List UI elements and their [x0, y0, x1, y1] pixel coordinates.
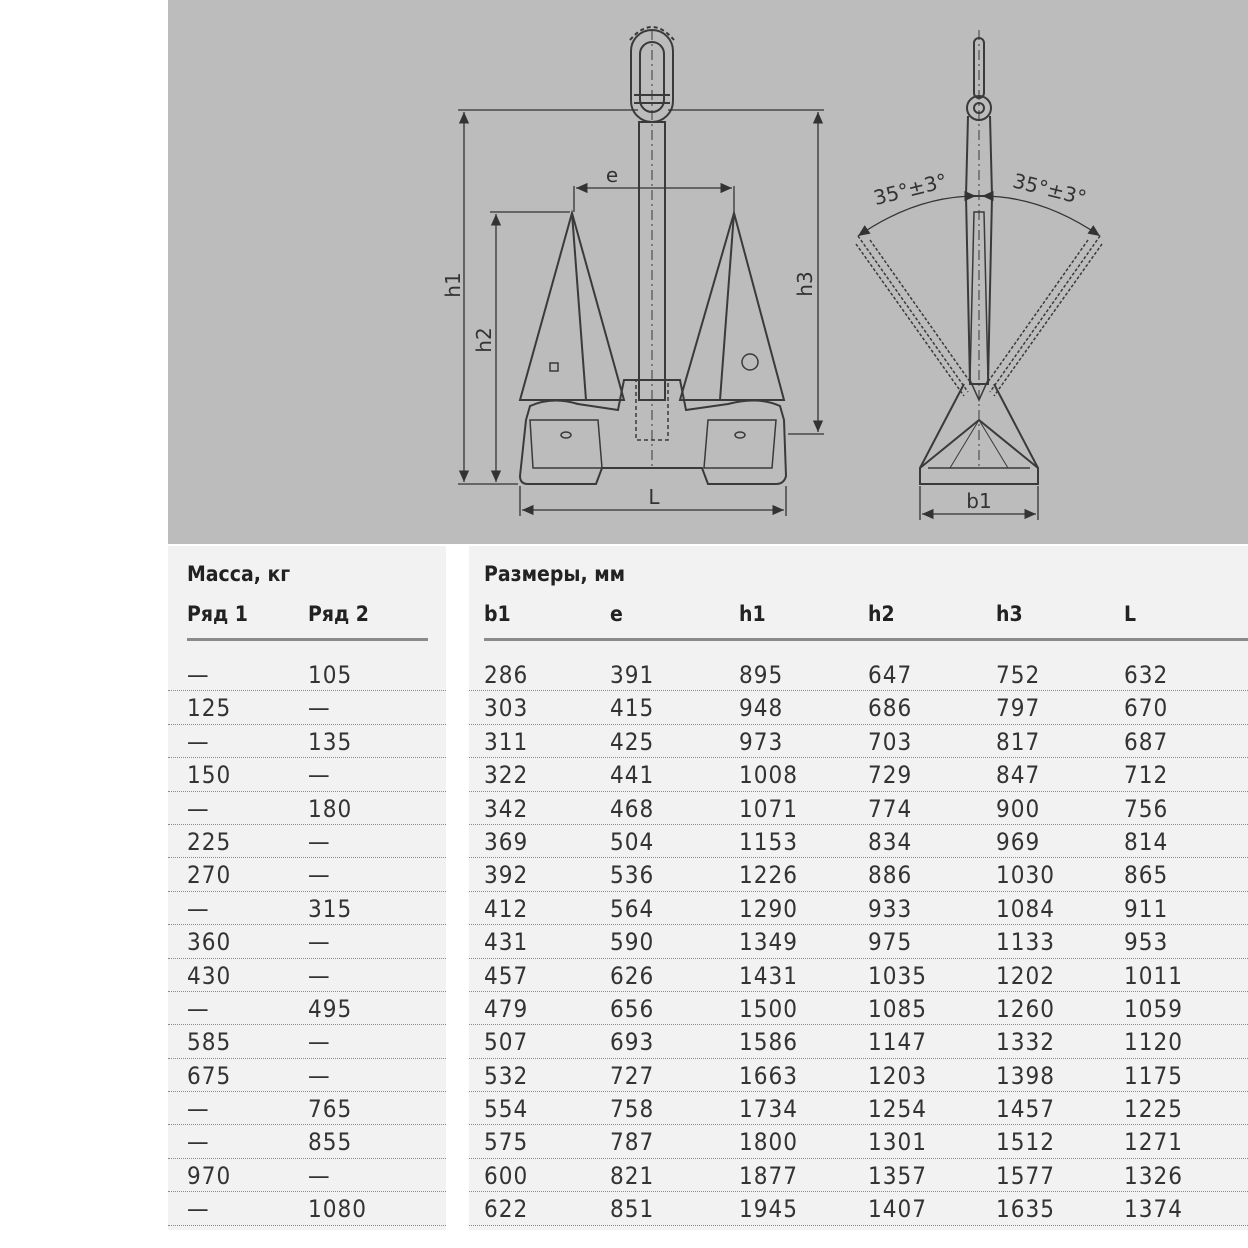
label-h1: h1 [441, 272, 465, 298]
dims-cell-h3: 1084 [996, 894, 1055, 923]
mass-table-row [168, 992, 446, 1025]
mass-table-row [168, 1192, 446, 1225]
fluke-left [520, 213, 624, 400]
dims-cell-h2: 1301 [868, 1128, 927, 1157]
dims-table-row [469, 1159, 1248, 1192]
dims-cell-L: 814 [1124, 827, 1169, 856]
dims-cell-e: 787 [610, 1128, 655, 1157]
mass-row1-cell: 970 [187, 1161, 232, 1190]
dims-cell-b1: 322 [484, 761, 529, 790]
dims-rows [469, 658, 1248, 1226]
mass-row2-cell: — [308, 861, 331, 890]
dims-cell-L: 1011 [1124, 961, 1183, 990]
dims-cell-h2: 686 [868, 694, 913, 723]
mass-table-row [168, 1092, 446, 1125]
dims-cell-b1: 431 [484, 928, 529, 957]
dims-cell-h2: 933 [868, 894, 913, 923]
mass-row2-cell: 315 [308, 894, 353, 923]
dims-cell-h1: 1734 [739, 1095, 798, 1124]
dims-cell-h3: 1202 [996, 961, 1055, 990]
dims-table-row [469, 725, 1248, 758]
mass-row1-cell: — [187, 894, 210, 923]
dims-cell-h1: 1945 [739, 1195, 798, 1224]
dims-cell-h1: 1586 [739, 1028, 798, 1057]
dims-table-row [469, 925, 1248, 958]
dims-table-row [469, 992, 1248, 1025]
mass-row2-cell: 855 [308, 1128, 353, 1157]
dims-cell-e: 536 [610, 861, 655, 890]
mass-row2-cell: — [308, 961, 331, 990]
dims-col-header-h2: h2 [868, 602, 895, 626]
mass-table-row [168, 691, 446, 724]
dims-cell-L: 1374 [1124, 1195, 1183, 1224]
mass-table-row [168, 1059, 446, 1092]
dims-cell-b1: 303 [484, 694, 529, 723]
dims-cell-h2: 886 [868, 861, 913, 890]
dims-cell-h2: 1254 [868, 1095, 927, 1124]
dims-cell-h3: 1398 [996, 1061, 1055, 1090]
mass-row1-cell: 270 [187, 861, 232, 890]
dims-table-row [469, 1192, 1248, 1225]
mass-row1-cell: — [187, 1095, 210, 1124]
dims-cell-h3: 900 [996, 794, 1041, 823]
dims-cell-h1: 1290 [739, 894, 798, 923]
mass-table-row [168, 1159, 446, 1192]
mass-row2-cell: — [308, 827, 331, 856]
dims-col-header-e: e [610, 602, 623, 626]
mass-row1-cell: 150 [187, 761, 232, 790]
dims-table-row [469, 1125, 1248, 1158]
dims-table-row [469, 792, 1248, 825]
mass-table [168, 546, 446, 1230]
mass-row1-cell: 225 [187, 827, 232, 856]
anchor-side-view [856, 30, 1102, 484]
dims-cell-b1: 369 [484, 827, 529, 856]
dims-cell-h3: 1260 [996, 994, 1055, 1023]
dims-table-row [469, 658, 1248, 691]
dims-cell-h1: 1500 [739, 994, 798, 1023]
dims-cell-b1: 311 [484, 727, 529, 756]
mass-row2-cell: — [308, 1028, 331, 1057]
dims-cell-e: 727 [610, 1061, 655, 1090]
mass-row2-cell: 765 [308, 1095, 353, 1124]
dims-cell-h1: 1663 [739, 1061, 798, 1090]
dims-cell-h1: 1071 [739, 794, 798, 823]
label-e: e [605, 163, 619, 187]
dims-cell-e: 468 [610, 794, 655, 823]
dims-table-title: Размеры, мм [484, 562, 626, 586]
dims-cell-h2: 703 [868, 727, 913, 756]
dims-cell-h2: 774 [868, 794, 913, 823]
dims-cell-h1: 1877 [739, 1161, 798, 1190]
dims-cell-b1: 507 [484, 1028, 529, 1057]
mass-row2-cell: — [308, 928, 331, 957]
dims-table-row [469, 892, 1248, 925]
mass-row2-cell: 105 [308, 661, 353, 689]
dims-table-row [469, 858, 1248, 891]
dims-cell-h2: 1357 [868, 1161, 927, 1190]
dims-cell-e: 504 [610, 827, 655, 856]
dims-cell-h2: 729 [868, 761, 913, 790]
mass-table-row [168, 892, 446, 925]
dims-cell-h3: 1457 [996, 1095, 1055, 1124]
mass-row1-cell: — [187, 1128, 210, 1157]
dims-cell-h2: 1407 [868, 1195, 927, 1224]
dims-cell-e: 391 [610, 661, 655, 689]
dims-cell-L: 1175 [1124, 1061, 1183, 1090]
dims-cell-b1: 457 [484, 961, 529, 990]
dims-cell-b1: 412 [484, 894, 529, 923]
mass-row1-cell: 360 [187, 928, 232, 957]
dims-cell-h1: 1800 [739, 1128, 798, 1157]
mass-row2-cell: — [308, 1061, 331, 1090]
dims-cell-h2: 1035 [868, 961, 927, 990]
dims-cell-h1: 1226 [739, 861, 798, 890]
mass-row1-cell: 125 [187, 694, 232, 723]
dims-table-row [469, 1025, 1248, 1058]
label-h2: h2 [472, 327, 496, 353]
dims-cell-h2: 975 [868, 928, 913, 957]
mass-table-row [168, 925, 446, 958]
dims-table-row [469, 1059, 1248, 1092]
dims-cell-e: 425 [610, 727, 655, 756]
dims-cell-L: 632 [1124, 661, 1169, 689]
dims-table-row [469, 1092, 1248, 1125]
dims-cell-e: 758 [610, 1095, 655, 1124]
dims-cell-h1: 948 [739, 694, 784, 723]
dims-table-row [469, 959, 1248, 992]
dims-cell-L: 911 [1124, 894, 1169, 923]
mass-row1-cell: — [187, 794, 210, 823]
dims-cell-L: 953 [1124, 928, 1169, 957]
dims-cell-L: 1326 [1124, 1161, 1183, 1190]
mass-row2-cell: 180 [308, 794, 353, 823]
dims-table-row [469, 758, 1248, 791]
dims-cell-h2: 1147 [868, 1028, 927, 1057]
dims-cell-L: 670 [1124, 694, 1169, 723]
dims-cell-e: 626 [610, 961, 655, 990]
dims-table-row [469, 825, 1248, 858]
mass-header-rule [187, 638, 428, 641]
dims-cell-L: 756 [1124, 794, 1169, 823]
mass-table-row [168, 725, 446, 758]
dims-cell-e: 656 [610, 994, 655, 1023]
dims-cell-h3: 847 [996, 761, 1041, 790]
dims-cell-h3: 817 [996, 727, 1041, 756]
dims-cell-h3: 797 [996, 694, 1041, 723]
dims-cell-h1: 1008 [739, 761, 798, 790]
label-h3: h3 [793, 271, 817, 297]
mass-row1-cell: — [187, 994, 210, 1023]
dims-cell-L: 1120 [1124, 1028, 1183, 1057]
mass-table-row [168, 959, 446, 992]
dims-cell-h3: 752 [996, 661, 1041, 689]
mass-row1-cell: — [187, 661, 210, 689]
dims-cell-e: 590 [610, 928, 655, 957]
side-shackle [974, 38, 984, 98]
mass-table-row [168, 758, 446, 791]
label-angle-right: 35°±3° [1010, 168, 1089, 210]
dims-cell-h1: 973 [739, 727, 784, 756]
dims-cell-e: 564 [610, 894, 655, 923]
mass-row1-cell: — [187, 1195, 210, 1224]
mass-col-header-row2: Ряд 2 [308, 602, 369, 626]
dims-cell-b1: 286 [484, 661, 529, 689]
dims-cell-b1: 342 [484, 794, 529, 823]
dims-cell-h1: 1431 [739, 961, 798, 990]
anchor-drawing-svg [168, 0, 1248, 544]
anchor-front-view [520, 27, 786, 484]
dims-cell-h3: 1577 [996, 1161, 1055, 1190]
dims-col-header-h1: h1 [739, 602, 766, 626]
mass-table-row [168, 825, 446, 858]
mass-rows [168, 658, 446, 1226]
dims-cell-h3: 1635 [996, 1195, 1055, 1224]
dims-col-header-b1: b1 [484, 602, 511, 626]
dims-cell-h3: 1332 [996, 1028, 1055, 1057]
mass-row2-cell: 1080 [308, 1195, 367, 1224]
mass-row2-cell: — [308, 761, 331, 790]
mass-row1-cell: 675 [187, 1061, 232, 1090]
mass-row2-cell: 495 [308, 994, 353, 1023]
mass-row2-cell: — [308, 1161, 331, 1190]
dims-cell-e: 415 [610, 694, 655, 723]
dims-cell-h2: 1203 [868, 1061, 927, 1090]
dims-cell-h2: 1085 [868, 994, 927, 1023]
dims-cell-h1: 1153 [739, 827, 798, 856]
dims-cell-b1: 554 [484, 1095, 529, 1124]
label-angle-left: 35°±3° [871, 168, 950, 210]
dims-cell-e: 693 [610, 1028, 655, 1057]
dims-cell-e: 851 [610, 1195, 655, 1224]
dims-cell-L: 865 [1124, 861, 1169, 890]
dims-cell-h1: 1349 [739, 928, 798, 957]
anchor-drawing [168, 0, 1248, 544]
dims-cell-L: 1225 [1124, 1095, 1183, 1124]
dims-cell-b1: 479 [484, 994, 529, 1023]
dims-cell-L: 712 [1124, 761, 1169, 790]
dims-cell-h2: 647 [868, 661, 913, 689]
dims-cell-h3: 1512 [996, 1128, 1055, 1157]
dims-cell-h2: 834 [868, 827, 913, 856]
mass-row2-cell: 135 [308, 727, 353, 756]
dims-cell-h1: 895 [739, 661, 784, 689]
mass-table-row [168, 1125, 446, 1158]
dims-cell-L: 1059 [1124, 994, 1183, 1023]
mass-table-row [168, 792, 446, 825]
dims-cell-b1: 575 [484, 1128, 529, 1157]
mass-table-row [168, 858, 446, 891]
dims-header-rule [484, 638, 1248, 641]
dims-table-row [469, 691, 1248, 724]
dims-cell-b1: 600 [484, 1161, 529, 1190]
mass-row2-cell: — [308, 694, 331, 723]
dims-cell-h3: 1133 [996, 928, 1055, 957]
dims-col-header-L: L [1124, 602, 1137, 626]
label-b1: b1 [966, 489, 992, 513]
dims-cell-h3: 1030 [996, 861, 1055, 890]
dims-table [469, 546, 1248, 1230]
dims-cell-h3: 969 [996, 827, 1041, 856]
dims-cell-b1: 622 [484, 1195, 529, 1224]
mass-table-row [168, 1025, 446, 1058]
dims-cell-L: 1271 [1124, 1128, 1183, 1157]
dims-cell-e: 821 [610, 1161, 655, 1190]
label-L: L [648, 485, 660, 509]
mass-row1-cell: — [187, 727, 210, 756]
dims-cell-b1: 532 [484, 1061, 529, 1090]
dims-cell-e: 441 [610, 761, 655, 790]
mass-row1-cell: 585 [187, 1028, 232, 1057]
dims-cell-L: 687 [1124, 727, 1169, 756]
dims-col-header-h3: h3 [996, 602, 1023, 626]
dims-cell-b1: 392 [484, 861, 529, 890]
mass-col-header-row1: Ряд 1 [187, 602, 248, 626]
mass-table-title: Масса, кг [187, 562, 291, 586]
mass-row1-cell: 430 [187, 961, 232, 990]
mass-table-row [168, 658, 446, 691]
front-dimensions [458, 110, 824, 516]
